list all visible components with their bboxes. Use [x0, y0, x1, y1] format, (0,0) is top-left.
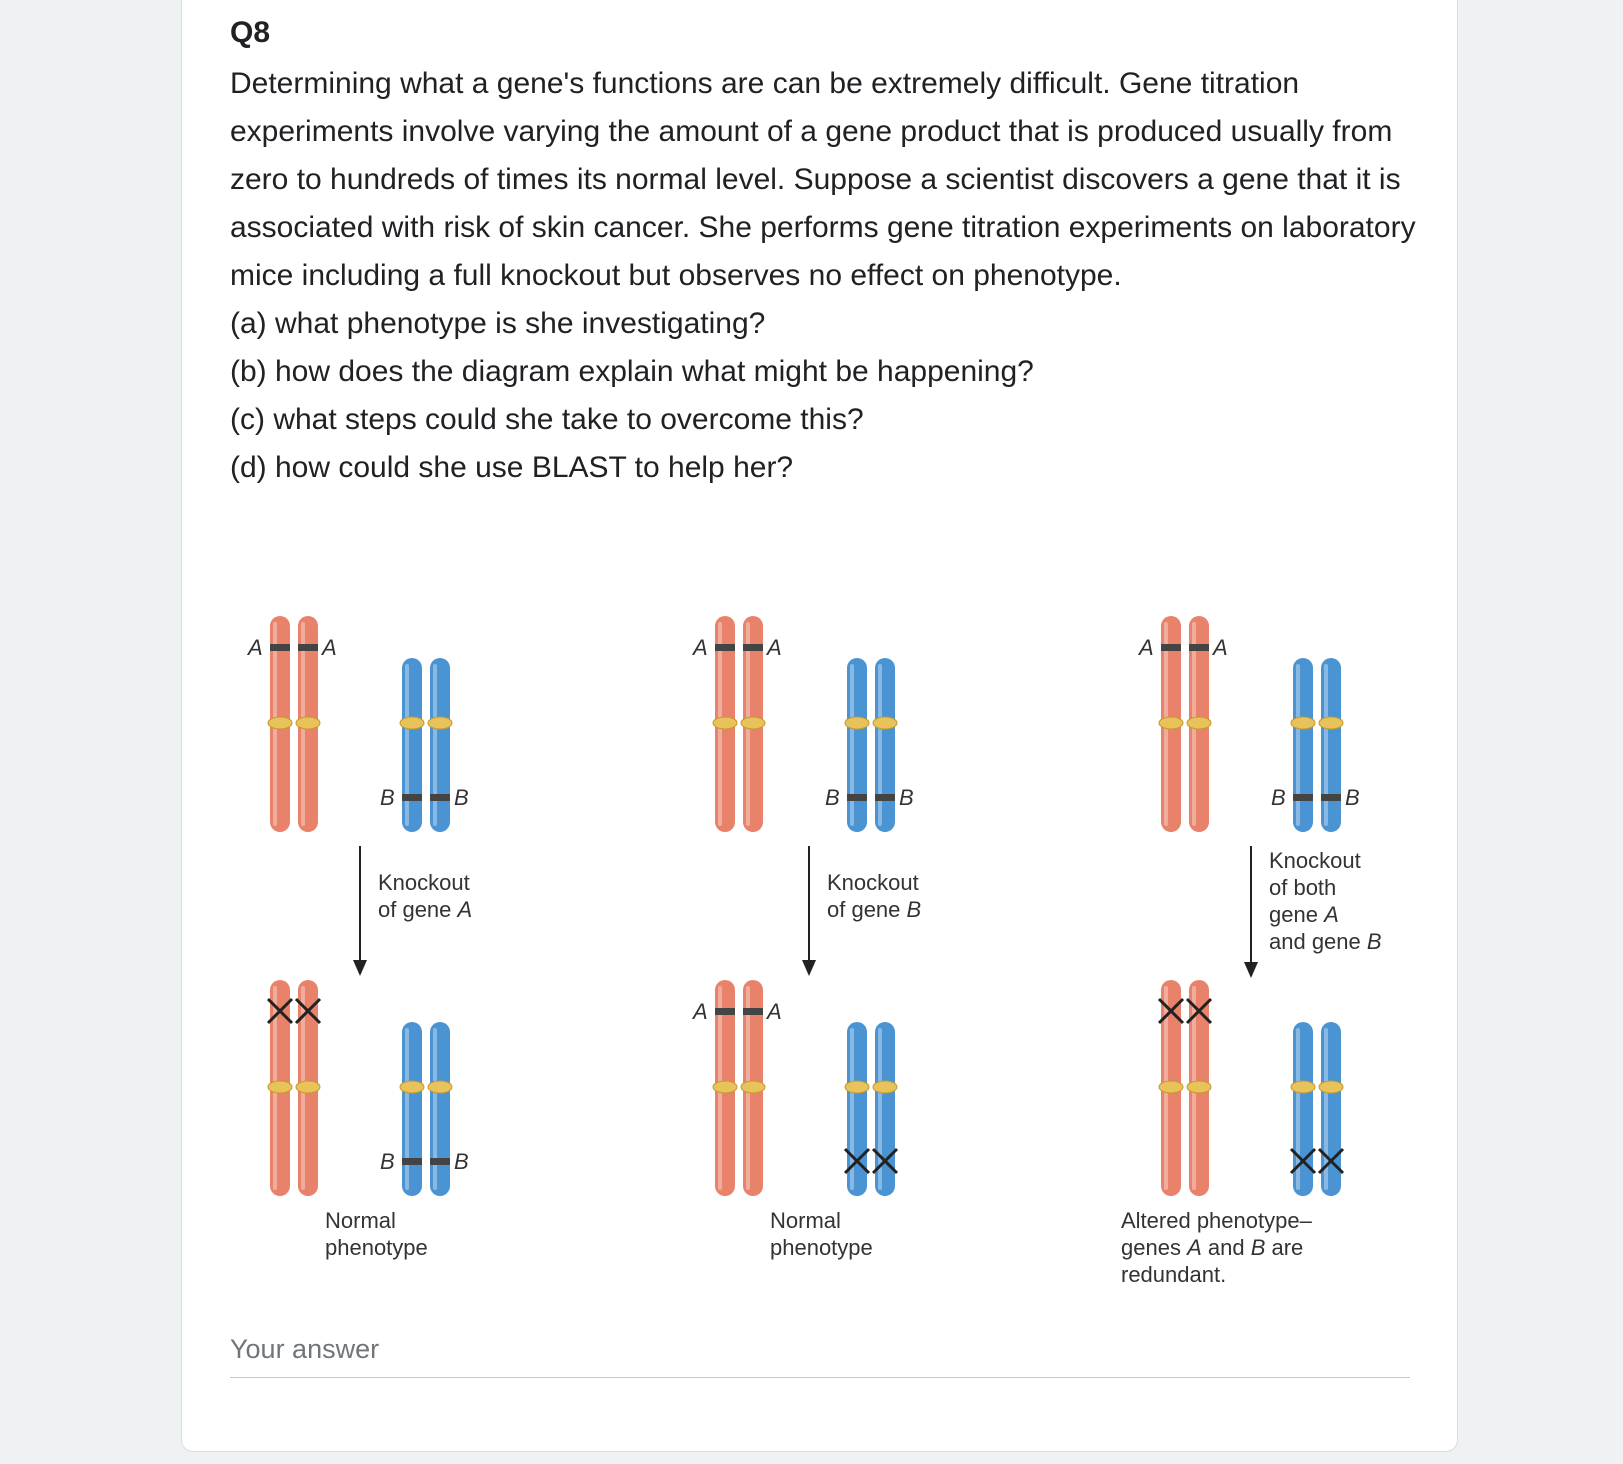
panel-3-top-pair-b-chromatid-1-highlight [1296, 664, 1300, 826]
panel-3-result-line-2: genes A and B are [1121, 1235, 1304, 1260]
panel-1-knockout-label-line-1: Knockout [378, 870, 470, 895]
panel-2-top-pair-b [825, 658, 914, 832]
panel-3-top-pair-b-band-1 [1293, 794, 1313, 801]
panel-3-knockout-label-line-2: of both [1269, 875, 1337, 900]
panel-2-bottom-pair-a-chromatid-2-centromere [741, 1081, 765, 1093]
panel-1-bottom-pair-b-chromatid-2-centromere [428, 1081, 452, 1093]
question-number: Q8 [230, 16, 271, 49]
panel-3-bottom-pair-a [1159, 980, 1211, 1196]
panel-1-bottom-pair-b [380, 1022, 469, 1196]
panel-2-top-pair-a-band-2 [743, 644, 763, 651]
panel-3-top-pair-b-label-left: B [1271, 785, 1286, 810]
panel-2-arrow-head [802, 960, 816, 976]
panel-3-top-pair-b-chromatid-1-centromere [1291, 717, 1315, 729]
diagram-panel-2 [691, 616, 921, 1260]
diagram-panel-1 [246, 616, 472, 1260]
panel-3-bottom-pair-b [1291, 1022, 1343, 1196]
panel-3-top-pair-a-chromatid-1-centromere [1159, 717, 1183, 729]
panel-1-top-pair-b-label-right: B [454, 785, 469, 810]
question-part-b: (b) how does the diagram explain what might be happening? [230, 355, 1034, 388]
panel-1-arrow-head [353, 960, 367, 976]
panel-1-bottom-pair-a-chromatid-1-centromere [268, 1081, 292, 1093]
panel-1-top-pair-a-chromatid-2-centromere [296, 717, 320, 729]
panel-1-top-pair-b-chromatid-1-centromere [400, 717, 424, 729]
panel-2-arrow [802, 846, 816, 976]
gene-redundancy-diagram [230, 590, 1410, 1290]
panel-3-top-pair-a [1137, 616, 1228, 832]
panel-1-top-pair-b-chromatid-1-highlight [405, 664, 409, 826]
panel-1-bottom-pair-b-chromatid-2 [428, 1022, 452, 1196]
panel-3-result-line-3: redundant. [1121, 1262, 1227, 1287]
panel-1-knockout-label-line-2: of gene A [378, 897, 473, 922]
diagram-panel-3 [1121, 616, 1382, 1287]
panel-1-top-pair-b-label-left: B [380, 785, 395, 810]
panel-1-top-pair-a-band-2 [298, 644, 318, 651]
panel-3-result-line-1: Altered phenotype– [1121, 1208, 1312, 1233]
panel-1-top-pair-b-chromatid-2-centromere [428, 717, 452, 729]
panel-2-bottom-pair-a-band-2 [743, 1008, 763, 1015]
panel-3-top-pair-b-chromatid-2-centromere [1319, 717, 1343, 729]
panel-1-bottom-pair-b-chromatid-1-centromere [400, 1081, 424, 1093]
panel-1-bottom-pair-b-chromatid-2-highlight [433, 1028, 437, 1190]
panel-3-knockout-label-line-1: Knockout [1269, 848, 1361, 873]
panel-1-result-line-1: Normal [325, 1208, 396, 1233]
panel-3-bottom-pair-b-chromatid-1-centromere [1291, 1081, 1315, 1093]
panel-1-top-pair-a-label-left: A [248, 635, 263, 660]
panel-1-top-pair-b-band-1 [402, 794, 422, 801]
panel-1-top-pair-b-chromatid-1 [400, 658, 424, 832]
panel-2-top-pair-a-chromatid-1-centromere [713, 717, 737, 729]
panel-3-top-pair-b [1271, 658, 1360, 832]
panel-1-result-line-2: phenotype [325, 1235, 428, 1260]
panel-1-top-pair-a-chromatid-1-centromere [268, 717, 292, 729]
panel-2-bottom-pair-b-chromatid-2-centromere [873, 1081, 897, 1093]
panel-1-top-pair-b-chromatid-2 [428, 658, 452, 832]
panel-1-bottom-pair-b-label-left: B [380, 1149, 395, 1174]
panel-3-bottom-pair-a-chromatid-2-centromere [1187, 1081, 1211, 1093]
panel-3-bottom-pair-a-chromatid-1-centromere [1159, 1081, 1183, 1093]
panel-2-bottom-pair-a-label-right: A [767, 999, 782, 1024]
panel-2-knockout-label-line-1: Knockout [827, 870, 919, 895]
panel-3-knockout-label-line-4: and gene B [1269, 929, 1382, 954]
panel-3-top-pair-a-band-2 [1189, 644, 1209, 651]
panel-1-bottom-pair-b-band-1 [402, 1158, 422, 1165]
panel-3-top-pair-a-band-1 [1161, 644, 1181, 651]
panel-3-top-pair-b-label-right: B [1345, 785, 1360, 810]
panel-3-top-pair-a-chromatid-2-centromere [1187, 717, 1211, 729]
panel-3-top-pair-a-label-right: A [1213, 635, 1228, 660]
panel-2-top-pair-b-chromatid-1 [845, 658, 869, 832]
panel-3-top-pair-b-band-2 [1321, 794, 1341, 801]
panel-3-top-pair-a-label-left: A [1139, 635, 1154, 660]
panel-2-top-pair-b-band-2 [875, 794, 895, 801]
question-paragraph: Determining what a gene's functions are can be extremely difficult. Gene titration experiments involve varying the amount of a gene product that is produced usually from zero to hundreds of times its normal level. Suppose a scientist discovers a gene that it is associated with risk of skin cancer. She performs gene titration experiments on laboratory mice including a full knockout but observes no effect on phenotype. [230, 67, 1416, 292]
panel-2-top-pair-b-band-1 [847, 794, 867, 801]
question-part-c: (c) what steps could she take to overcome this? [230, 403, 864, 436]
panel-2-top-pair-b-label-left: B [825, 785, 840, 810]
panel-2-top-pair-a-band-1 [715, 644, 735, 651]
panel-2-bottom-pair-a-label-left: A [693, 999, 708, 1024]
panel-1-bottom-pair-a [268, 980, 320, 1196]
panel-2-top-pair-b-chromatid-1-highlight [850, 664, 854, 826]
panel-2-top-pair-a-chromatid-2-centromere [741, 717, 765, 729]
panel-2-bottom-pair-a [691, 980, 782, 1196]
panel-3-top-pair-b-chromatid-2-highlight [1324, 664, 1328, 826]
question-part-a: (a) what phenotype is she investigating? [230, 307, 766, 340]
panel-2-top-pair-b-chromatid-2-highlight [878, 664, 882, 826]
panel-2-top-pair-a-label-right: A [767, 635, 782, 660]
panel-2-result-line-1: Normal [770, 1208, 841, 1233]
panel-1-bottom-pair-b-band-2 [430, 1158, 450, 1165]
panel-1-bottom-pair-b-chromatid-1 [400, 1022, 424, 1196]
panel-2-bottom-pair-b [845, 1022, 897, 1196]
panel-2-top-pair-a [691, 616, 782, 832]
question-part-d: (d) how could she use BLAST to help her? [230, 451, 794, 484]
panel-2-top-pair-b-chromatid-2-centromere [873, 717, 897, 729]
panel-2-top-pair-a-label-left: A [693, 635, 708, 660]
panel-1-bottom-pair-b-label-right: B [454, 1149, 469, 1174]
panel-2-bottom-pair-a-chromatid-1-centromere [713, 1081, 737, 1093]
panel-3-top-pair-b-chromatid-1 [1291, 658, 1315, 832]
panel-2-bottom-pair-a-band-1 [715, 1008, 735, 1015]
panel-3-bottom-pair-b-chromatid-2-centromere [1319, 1081, 1343, 1093]
question-text [230, 60, 1420, 492]
answer-input[interactable] [230, 1322, 1410, 1378]
panel-1-top-pair-b-band-2 [430, 794, 450, 801]
panel-1-top-pair-a-band-1 [270, 644, 290, 651]
panel-1-top-pair-b-chromatid-2-highlight [433, 664, 437, 826]
panel-2-top-pair-b-label-right: B [899, 785, 914, 810]
panel-1-bottom-pair-a-chromatid-2-centromere [296, 1081, 320, 1093]
panel-1-top-pair-a-label-right: A [322, 635, 337, 660]
panel-1-top-pair-a [246, 616, 337, 832]
panel-3-knockout-label-line-3: gene A [1269, 902, 1339, 927]
panel-1-bottom-pair-b-chromatid-1-highlight [405, 1028, 409, 1190]
panel-2-top-pair-b-chromatid-2 [873, 658, 897, 832]
panel-1-arrow [353, 846, 367, 976]
panel-3-arrow-head [1244, 962, 1258, 978]
panel-2-knockout-label-line-2: of gene B [827, 897, 922, 922]
panel-1-top-pair-b [380, 658, 469, 832]
panel-2-bottom-pair-b-chromatid-1-centromere [845, 1081, 869, 1093]
panel-3-arrow [1244, 846, 1258, 978]
panel-2-result-line-2: phenotype [770, 1235, 873, 1260]
panel-2-top-pair-b-chromatid-1-centromere [845, 717, 869, 729]
panel-3-top-pair-b-chromatid-2 [1319, 658, 1343, 832]
